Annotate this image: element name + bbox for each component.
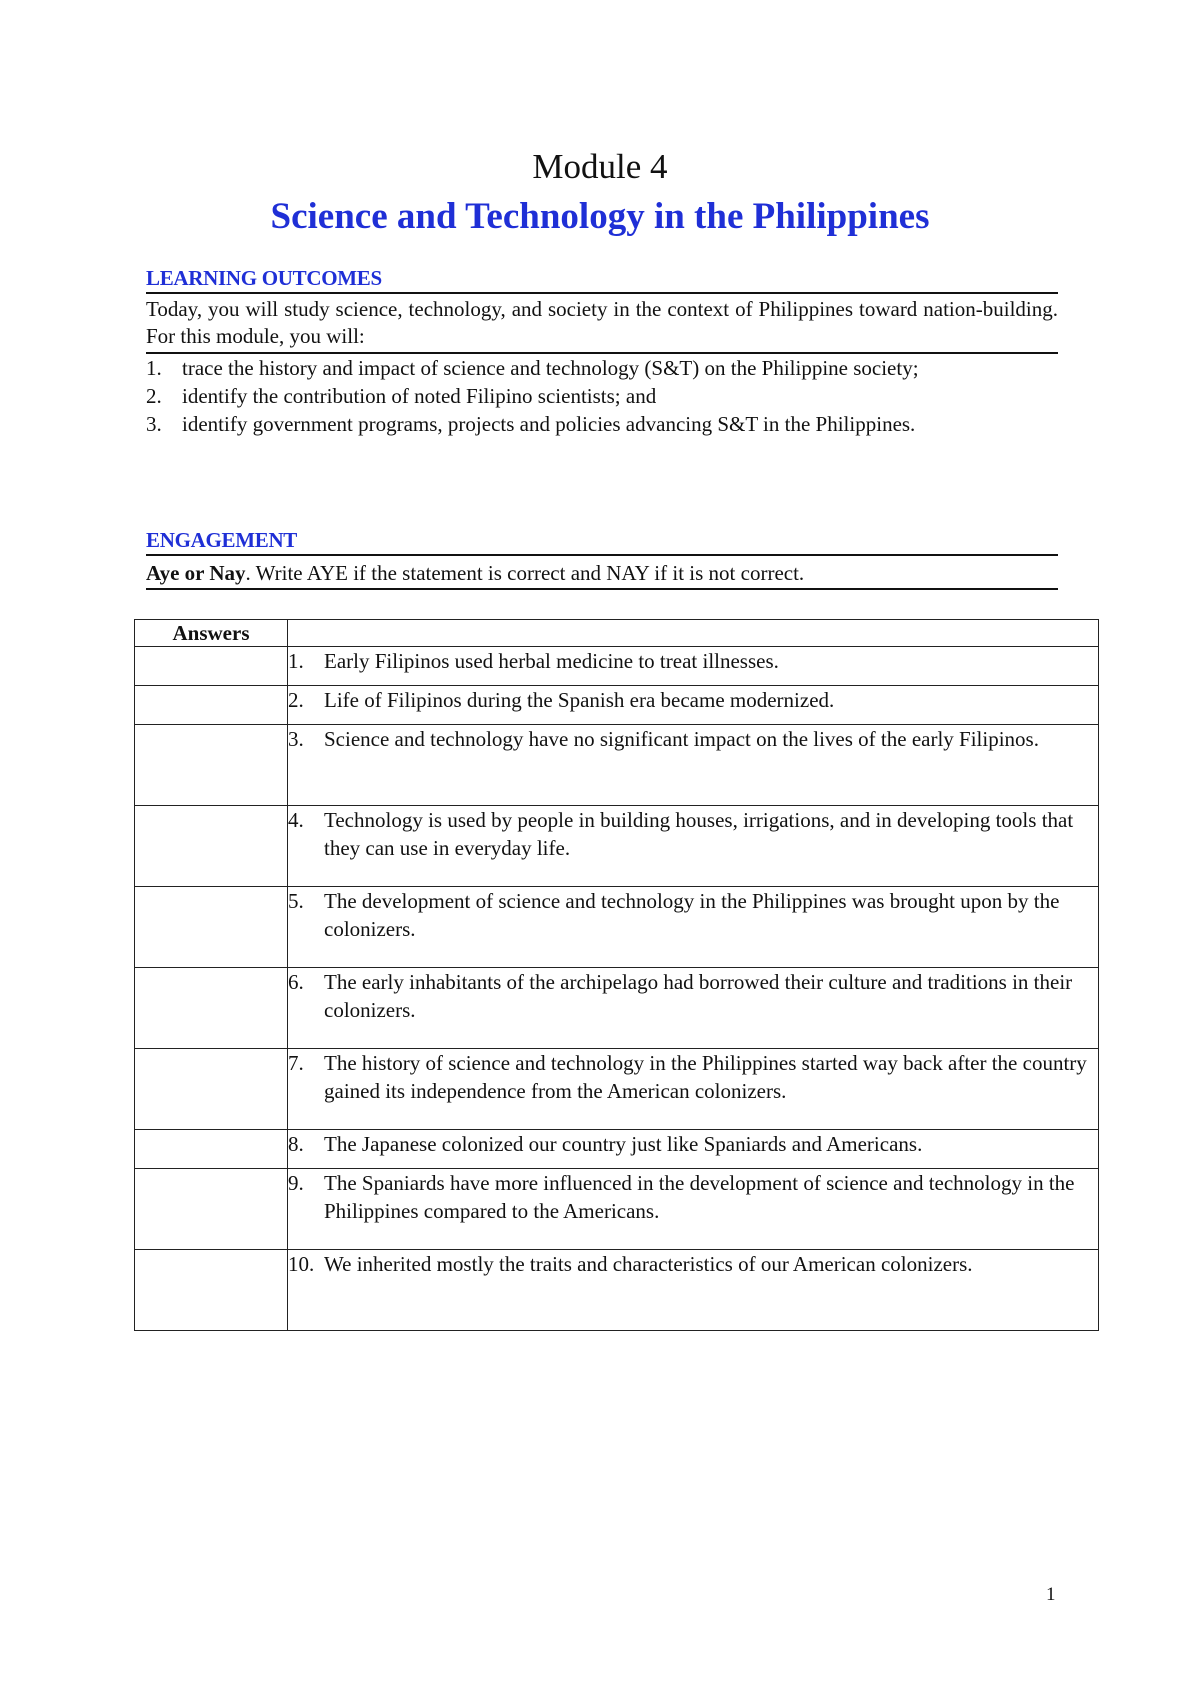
statements-column-header <box>288 620 1099 647</box>
statement-cell <box>288 1169 1099 1250</box>
answers-column-header: Answers <box>135 620 288 647</box>
table-row <box>135 686 1099 725</box>
table-row <box>135 1250 1099 1331</box>
statement-text: Early Filipinos used herbal medicine to treat illnesses. <box>324 649 779 673</box>
outcome-number: 1. <box>146 356 162 380</box>
statement-number: 2. <box>288 688 304 712</box>
statement-cell <box>288 887 1099 968</box>
statement-text: The development of science and technology in the Philippines was brought upon by the colonizers. <box>324 889 1060 941</box>
module-label: Module 4 <box>532 147 668 186</box>
engagement-section <box>146 528 1058 590</box>
engagement-heading: ENGAGEMENT <box>146 528 298 552</box>
table-row <box>135 647 1099 686</box>
module-title: Science and Technology in the Philippines <box>270 196 930 237</box>
statement-text: Life of Filipinos during the Spanish era became modernized. <box>324 688 835 712</box>
answer-cell[interactable] <box>135 647 288 686</box>
table-row <box>135 968 1099 1049</box>
table-row <box>135 1049 1099 1130</box>
answer-cell[interactable] <box>135 1130 288 1169</box>
answer-cell[interactable] <box>135 887 288 968</box>
statement-cell <box>288 1049 1099 1130</box>
instruction-text: . Write AYE if the statement is correct and NAY if it is not correct. <box>245 561 805 585</box>
statement-cell <box>288 1130 1099 1169</box>
statement-text: The history of science and technology in the Philippines started way back after the country gained its independence from the American colonizers. <box>324 1051 1087 1103</box>
instruction-title: Aye or Nay <box>146 561 246 585</box>
statement-cell <box>288 806 1099 887</box>
statement-cell <box>288 725 1099 806</box>
statement-number: 1. <box>288 649 304 673</box>
learning-outcomes-section <box>146 266 1058 438</box>
statement-text: Technology is used by people in building houses, irrigations, and in developing tools that they can use in everyday life. <box>324 808 1074 860</box>
statement-number: 6. <box>288 970 304 994</box>
answer-cell[interactable] <box>135 1049 288 1130</box>
table-header-row <box>135 620 1099 647</box>
statement-text: The Japanese colonized our country just like Spaniards and Americans. <box>324 1132 923 1156</box>
answer-cell[interactable] <box>135 686 288 725</box>
outcome-number: 2. <box>146 384 162 408</box>
table-row <box>135 725 1099 806</box>
statement-number: 8. <box>288 1132 304 1156</box>
engagement-instructions <box>146 556 1058 588</box>
quiz-table <box>134 619 1099 1331</box>
outcome-number: 3. <box>146 412 162 436</box>
statement-cell <box>288 1250 1099 1331</box>
outcome-item <box>146 410 1058 438</box>
learning-outcomes-intro: Today, you will study science, technology, and society in the context of Philippines toward nation-building. For this module, you will: <box>146 297 1058 348</box>
statement-number: 3. <box>288 727 304 751</box>
table-row <box>135 1169 1099 1250</box>
answer-cell[interactable] <box>135 725 288 806</box>
page-number: 1 <box>1046 1584 1056 1605</box>
statement-number: 7. <box>288 1051 304 1075</box>
outcome-item <box>146 382 1058 410</box>
statement-text: The early inhabitants of the archipelago had borrowed their culture and traditions in their colonizers. <box>324 970 1073 1022</box>
table-row <box>135 806 1099 887</box>
statement-number: 5. <box>288 889 304 913</box>
statement-cell <box>288 647 1099 686</box>
table-row <box>135 887 1099 968</box>
statement-number: 4. <box>288 808 304 832</box>
statement-cell <box>288 686 1099 725</box>
answer-cell[interactable] <box>135 1169 288 1250</box>
table-row <box>135 1130 1099 1169</box>
learning-outcomes-heading: LEARNING OUTCOMES <box>146 266 382 290</box>
statement-cell <box>288 968 1099 1049</box>
outcome-text: identify government programs, projects and policies advancing S&T in the Philippines. <box>182 412 916 436</box>
outcomes-list <box>146 354 1058 438</box>
statement-text: The Spaniards have more influenced in the development of science and technology in the Philippines compared to the Americans. <box>324 1171 1075 1223</box>
answer-cell[interactable] <box>135 968 288 1049</box>
statement-number: 9. <box>288 1171 304 1195</box>
outcome-text: trace the history and impact of science and technology (S&T) on the Philippine society; <box>182 356 919 380</box>
answer-cell[interactable] <box>135 1250 288 1331</box>
statement-number: 10. <box>288 1252 315 1276</box>
outcome-item <box>146 354 1058 382</box>
answer-cell[interactable] <box>135 806 288 887</box>
outcome-text: identify the contribution of noted Filipino scientists; and <box>182 384 657 408</box>
instructions-rule <box>146 588 1058 590</box>
statement-text: Science and technology have no significant impact on the lives of the early Filipinos. <box>324 727 1039 751</box>
statement-text: We inherited mostly the traits and characteristics of our American colonizers. <box>324 1252 973 1276</box>
